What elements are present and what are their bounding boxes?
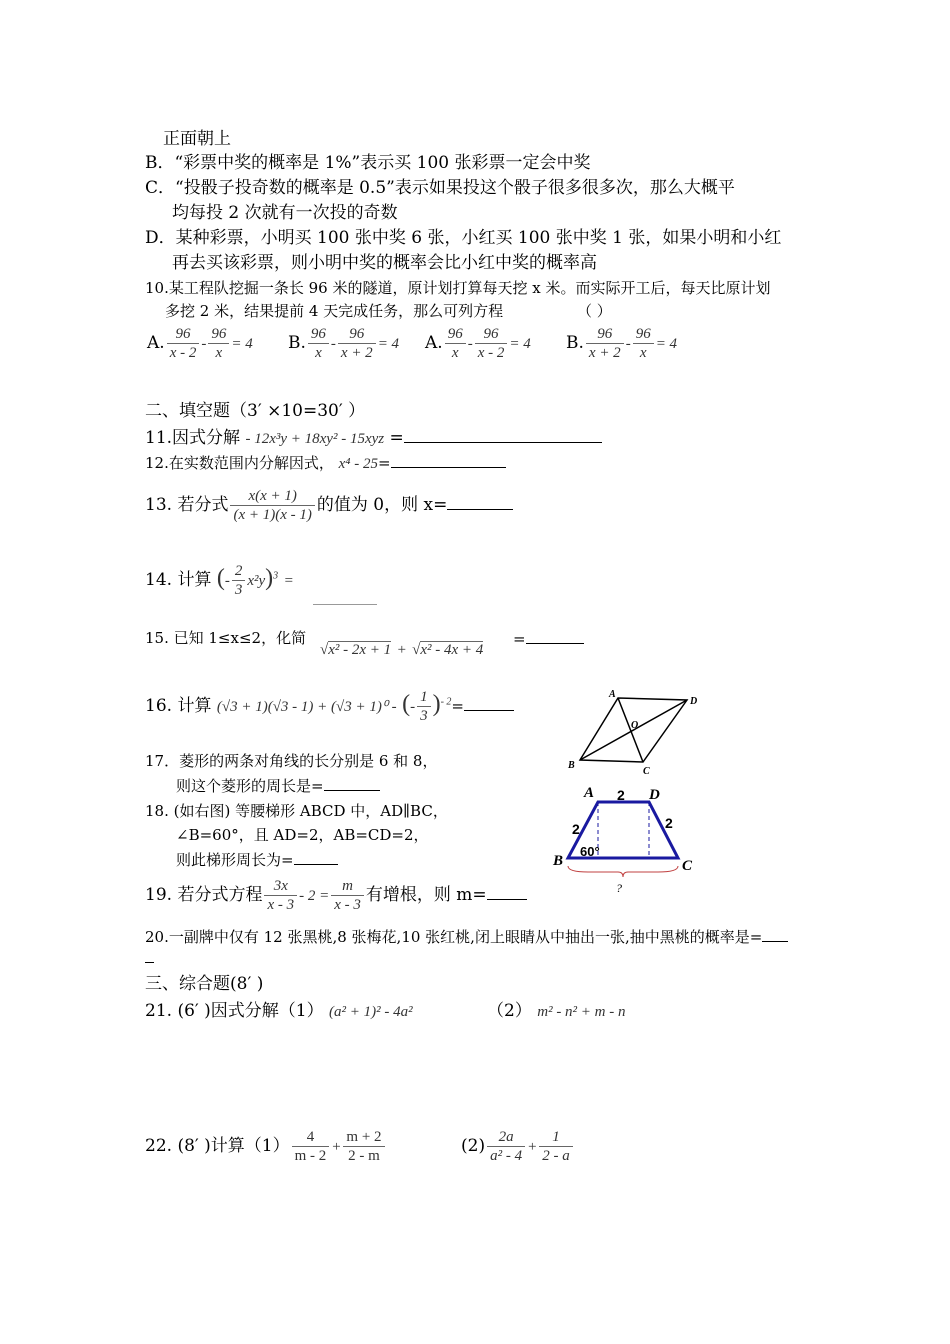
section3-title: 三、综合题(8′ ) <box>145 974 264 994</box>
q20-blank-continuation <box>145 962 154 963</box>
fraction-numerator: 4 <box>292 1128 330 1147</box>
fraction-denominator: m - 2 <box>294 1148 327 1164</box>
rhombus-figure <box>563 688 705 778</box>
q15-expression <box>320 638 483 661</box>
fraction-numerator: 2 <box>232 562 246 581</box>
vertex-c-label: C <box>643 766 650 777</box>
fraction-numerator: x(x + 1) <box>230 487 314 506</box>
q14-post: x²y <box>247 573 266 589</box>
q12-label: 12.在实数范围内分解因式， <box>145 454 334 472</box>
right-paren: ) <box>265 565 274 591</box>
fraction-denominator: x - 2 <box>169 345 197 361</box>
q14-label: 14. 计算 <box>145 570 212 590</box>
q13-label: 13. 若分式 <box>145 495 229 515</box>
q10-option-4 <box>566 325 677 362</box>
q14-pre: - <box>224 573 230 589</box>
fraction-numerator: m <box>331 877 364 896</box>
q9-option-d-line1: D．某种彩票，小明买 100 张中奖 6 张，小红买 100 张中奖 1 张，如果小明和小红 <box>145 228 782 248</box>
q10-answer-paren: （ ） <box>577 302 612 320</box>
q9-option-d-line2: 再去买该彩票，则小明中奖的概率会比小红中奖的概率高 <box>172 253 597 273</box>
side-ad-label: 2 <box>617 787 625 803</box>
vertex-c-label: C <box>682 858 693 874</box>
q10-option-2 <box>288 325 399 362</box>
base-brace <box>568 866 678 877</box>
q15-eq-line <box>513 627 584 650</box>
fraction-denominator: x - 2 <box>477 345 505 361</box>
trapezoid-figure <box>548 780 708 900</box>
unknown-base-label: ? <box>616 881 622 895</box>
fraction-denominator: x + 2 <box>588 345 621 361</box>
q22-part2 <box>461 1128 575 1165</box>
fraction-denominator: x <box>215 345 223 361</box>
q11-label: 11.因式分解 <box>145 428 241 448</box>
q15-label: 15. 已知 1≤x≤2，化简 <box>145 629 307 647</box>
fraction-numerator: 96 <box>475 325 508 344</box>
fraction-denominator: a² - 4 <box>490 1148 523 1164</box>
answer-blank[interactable] <box>526 627 584 644</box>
vertex-d-label: D <box>649 787 660 803</box>
q20 <box>145 925 788 948</box>
fraction-denominator: 2 - a <box>542 1148 570 1164</box>
q17-line1: 17．菱形的两条对角线的长分别是 6 和 8， <box>145 752 438 770</box>
q21-expr2: m² - n² + m - n <box>537 1004 626 1020</box>
q15-plus: + <box>396 642 407 658</box>
q22-label2: (2) <box>461 1136 486 1156</box>
q15-eq: = <box>513 630 526 648</box>
section2-title: 二、填空题（3′ ×10=30′ ） <box>145 401 366 421</box>
operator: - <box>467 336 473 352</box>
q21-expr1: (a² + 1)² - 4a² <box>329 1004 413 1020</box>
option-label: A. <box>425 333 443 353</box>
q22-label: 22. (8′ )计算（1） <box>145 1136 290 1156</box>
center-o-label: O <box>631 720 639 731</box>
left-paren: ( <box>216 565 225 591</box>
q9-option-c-line1: C．“投骰子投奇数的概率是 0.5”表示如果投这个骰子很多很多次，那么大概平 <box>145 178 735 198</box>
fraction-denominator: x - 3 <box>267 897 295 913</box>
vertex-b-label: B <box>568 760 575 771</box>
answer-blank[interactable] <box>294 848 338 865</box>
fraction-denominator: x <box>639 345 647 361</box>
left-paren: ( <box>402 691 411 717</box>
option-label: B. <box>288 333 306 353</box>
fraction-denominator: x + 2 <box>340 345 373 361</box>
q16-label: 16. 计算 <box>145 696 212 716</box>
fraction-numerator: 2a <box>487 1128 525 1147</box>
fraction-numerator: 96 <box>208 325 229 344</box>
q22 <box>145 1128 387 1165</box>
q16-power: - 2 <box>440 696 452 708</box>
q13 <box>145 487 513 524</box>
right-paren: ) <box>432 691 441 717</box>
q14 <box>145 562 294 599</box>
answer-blank[interactable] <box>487 883 527 900</box>
q20-text: 20.一副牌中仅有 12 张黑桃,8 张梅花,10 张红桃,闭上眼睛从中抽出一张,抽中黑桃的概率是= <box>145 928 763 946</box>
fraction-numerator: 96 <box>445 325 466 344</box>
q21-label: 21. (6′ )因式分解（1） <box>145 1001 324 1021</box>
q10-option-3 <box>425 325 531 362</box>
q19 <box>145 877 527 914</box>
q9-option-a-continuation: 正面朝上 <box>163 129 231 149</box>
q19-mid: - 2 = <box>299 888 330 904</box>
answer-blank[interactable] <box>391 451 506 468</box>
q13-tail: 的值为 0，则 x= <box>316 495 448 515</box>
fraction-numerator: 1 <box>539 1128 573 1147</box>
q11-eq: = <box>389 428 404 448</box>
q18-line3 <box>176 848 338 871</box>
vertex-b-label: B <box>553 853 564 869</box>
fraction-denominator: x <box>451 345 459 361</box>
q21 <box>145 1000 413 1023</box>
rhs: = 4 <box>377 336 400 352</box>
rhs: = 4 <box>655 336 678 352</box>
q16-eq: = <box>451 697 464 715</box>
answer-blank[interactable] <box>464 694 514 711</box>
fraction-denominator: 3 <box>234 582 243 598</box>
q17-line2-text: 则这个菱形的周长是= <box>176 777 324 795</box>
fraction-numerator: 3x <box>264 877 297 896</box>
q19-label: 19. 若分式方程 <box>145 885 263 905</box>
q9-option-c-line2: 均每投 2 次就有一次投的奇数 <box>172 203 398 223</box>
fraction-denominator: x <box>315 345 322 361</box>
option-label: A. <box>147 333 165 353</box>
q18-line2: ∠B=60°，且 AD=2，AB=CD=2， <box>176 826 429 844</box>
q10-option-1 <box>147 325 253 362</box>
fraction-numerator: 96 <box>633 325 654 344</box>
vertex-a-label: A <box>609 689 616 700</box>
operator: - <box>625 336 631 352</box>
q18-line1: 18. (如右图) 等腰梯形 ABCD 中，AD∥BC， <box>145 802 448 820</box>
q12 <box>145 451 506 475</box>
q12-expr: x⁴ - 25 <box>338 456 379 472</box>
q19-tail: 有增根，则 m= <box>365 885 487 905</box>
fraction-denominator: 3 <box>420 708 428 724</box>
fraction-denominator: (x + 1)(x - 1) <box>233 507 312 523</box>
side-cd-label: 2 <box>665 815 673 831</box>
option-label: B. <box>566 333 584 353</box>
fraction-numerator: m + 2 <box>343 1128 384 1147</box>
q14-eq: = <box>283 573 294 589</box>
q11 <box>145 426 602 450</box>
fraction-numerator: 96 <box>586 325 624 344</box>
rhs: = 4 <box>509 336 531 352</box>
fraction-numerator: 96 <box>338 325 376 344</box>
operator: - <box>330 336 336 352</box>
q10-text-line1: 10.某工程队挖掘一条长 96 米的隧道，原计划打算每天挖 x 米。而实际开工后，每天比原计划 <box>145 279 771 297</box>
q10-text-line2: 多挖 2 米，结果提前 4 天完成任务，那么可列方程 <box>165 302 504 320</box>
vertex-a-label: A <box>584 785 595 801</box>
q14-power: 3 <box>273 570 279 582</box>
fraction-numerator: 96 <box>167 325 200 344</box>
vertex-d-label: D <box>690 696 698 707</box>
q16-pre: - <box>410 699 416 715</box>
q11-expr: - 12x³y + 18xy² - 15xyz <box>245 431 385 447</box>
answer-blank[interactable] <box>404 426 602 443</box>
operator: - <box>201 336 207 352</box>
fraction-denominator: 2 - m <box>348 1148 380 1164</box>
fraction-denominator: x - 3 <box>334 897 361 913</box>
q15-radicand2: x² - 4x + 4 <box>420 642 484 658</box>
q16 <box>145 688 514 725</box>
q21-part2 <box>487 1000 626 1023</box>
q18-line3-text: 则此梯形周长为= <box>176 851 294 869</box>
q22-plus2: + <box>527 1139 538 1155</box>
q16-part1: (√3 + 1)(√3 - 1) + (√3 + 1)⁰ - <box>216 699 397 715</box>
q17-line2 <box>176 774 380 797</box>
q21-label2: （2） <box>487 1001 532 1021</box>
rhs: = 4 <box>231 336 253 352</box>
q14-answer-blank[interactable] <box>313 604 377 605</box>
q15 <box>145 627 306 649</box>
q15-radicand1: x² - 2x + 1 <box>328 642 392 658</box>
answer-blank[interactable] <box>447 493 513 510</box>
sqrt-icon: √ <box>412 642 421 658</box>
q9-option-b: B．“彩票中奖的概率是 1%”表示买 100 张彩票一定会中奖 <box>145 153 591 173</box>
angle-b-label: 60° <box>580 844 600 859</box>
fraction-numerator: 96 <box>308 325 329 344</box>
answer-blank[interactable] <box>324 774 380 791</box>
answer-blank[interactable] <box>762 925 788 942</box>
q22-plus1: + <box>331 1139 342 1155</box>
side-ab-label: 2 <box>572 821 580 837</box>
q12-eq: = <box>378 454 391 472</box>
sqrt-icon: √ <box>320 642 329 658</box>
fraction-numerator: 1 <box>417 688 431 707</box>
